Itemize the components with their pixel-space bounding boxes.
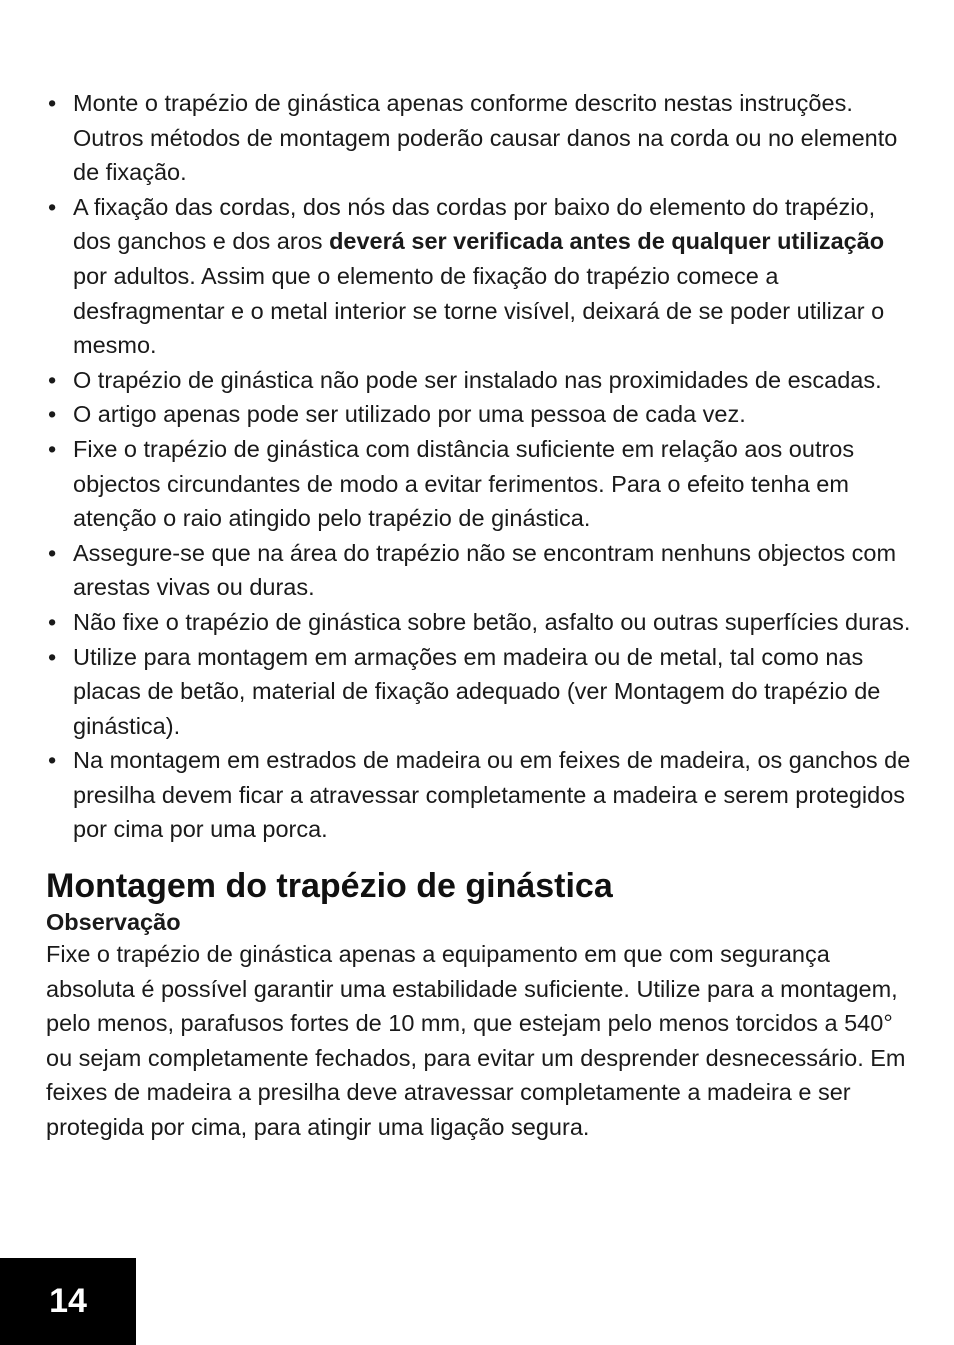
bullet-text: Fixe o trapézio de ginástica com distância suficiente em relação aos outros objectos circundantes de modo a evitar ferimentos. Para o efeito tenha em atenção o raio atingido pelo trapézio de ginástica. bbox=[73, 435, 855, 532]
page-number-box bbox=[0, 1258, 136, 1345]
bullet-text: por adultos. Assim que o elemento de fixação do trapézio comece a desfragmentar e o metal interior se torne visível, deixará de se poder utilizar o mesmo. bbox=[73, 262, 885, 359]
bullet-text: O trapézio de ginástica não pode ser instalado nas proximidades de escadas. bbox=[73, 366, 882, 393]
bullet-item bbox=[46, 536, 912, 605]
bullet-item bbox=[46, 640, 912, 744]
observation-heading: Observação bbox=[46, 909, 181, 936]
section-title: Montagem do trapézio de ginástica bbox=[46, 867, 613, 906]
page-content bbox=[46, 86, 912, 1145]
bullet-text: O artigo apenas pode ser utilizado por uma pessoa de cada vez. bbox=[73, 401, 746, 428]
bullet-text: Monte o trapézio de ginástica apenas conforme descrito nestas instruções. Outros métodos de montagem poderão causar danos na corda ou no elemento de fixação. bbox=[73, 90, 898, 186]
page-number: 14 bbox=[49, 1282, 87, 1320]
bullet-item bbox=[46, 190, 912, 363]
bullet-item bbox=[46, 432, 912, 536]
observation-body: Fixe o trapézio de ginástica apenas a equipamento em que com segurança absoluta é possível garantir uma estabilidade suficiente. Utilize para a montagem, pelo menos, parafusos fortes de 10 mm, que estejam pelo menos torcidos a 540° ou sejam completamente fechados, para evitar um desprender desnecessário. Em feixes de madeira a presilha deve atravessar completamente a madeira e ser protegida por cima, para atingir uma ligação segura. bbox=[46, 941, 906, 1141]
bullet-text: Na montagem em estrados de madeira ou em feixes de madeira, os ganchos de presilha devem ficar a atravessar completamente a madeira e serem protegidos por cima por uma porca. bbox=[73, 747, 911, 843]
safety-bullet-list bbox=[46, 86, 912, 847]
bullet-item bbox=[46, 86, 912, 190]
bullet-item bbox=[46, 605, 912, 640]
bullet-text: Utilize para montagem em armações em madeira ou de metal, tal como nas placas de betão, material de fixação adequado (ver Montagem do trapézio de ginástica). bbox=[73, 643, 881, 739]
bullet-text: A fixação das cordas, dos nós das cordas por baixo do elemento do trapézio, dos ganchos e dos aros bbox=[73, 193, 876, 255]
bullet-text: Assegure-se que na área do trapézio não se encontram nenhuns objectos com arestas vivas ou duras. bbox=[73, 539, 897, 601]
bullet-item bbox=[46, 743, 912, 847]
bullet-bold-text: deverá ser verificada antes de qualquer utilização bbox=[329, 228, 885, 255]
bullet-text: Não fixe o trapézio de ginástica sobre betão, asfalto ou outras superfícies duras. bbox=[73, 608, 911, 635]
bullet-item bbox=[46, 397, 912, 432]
bullet-item bbox=[46, 363, 912, 398]
